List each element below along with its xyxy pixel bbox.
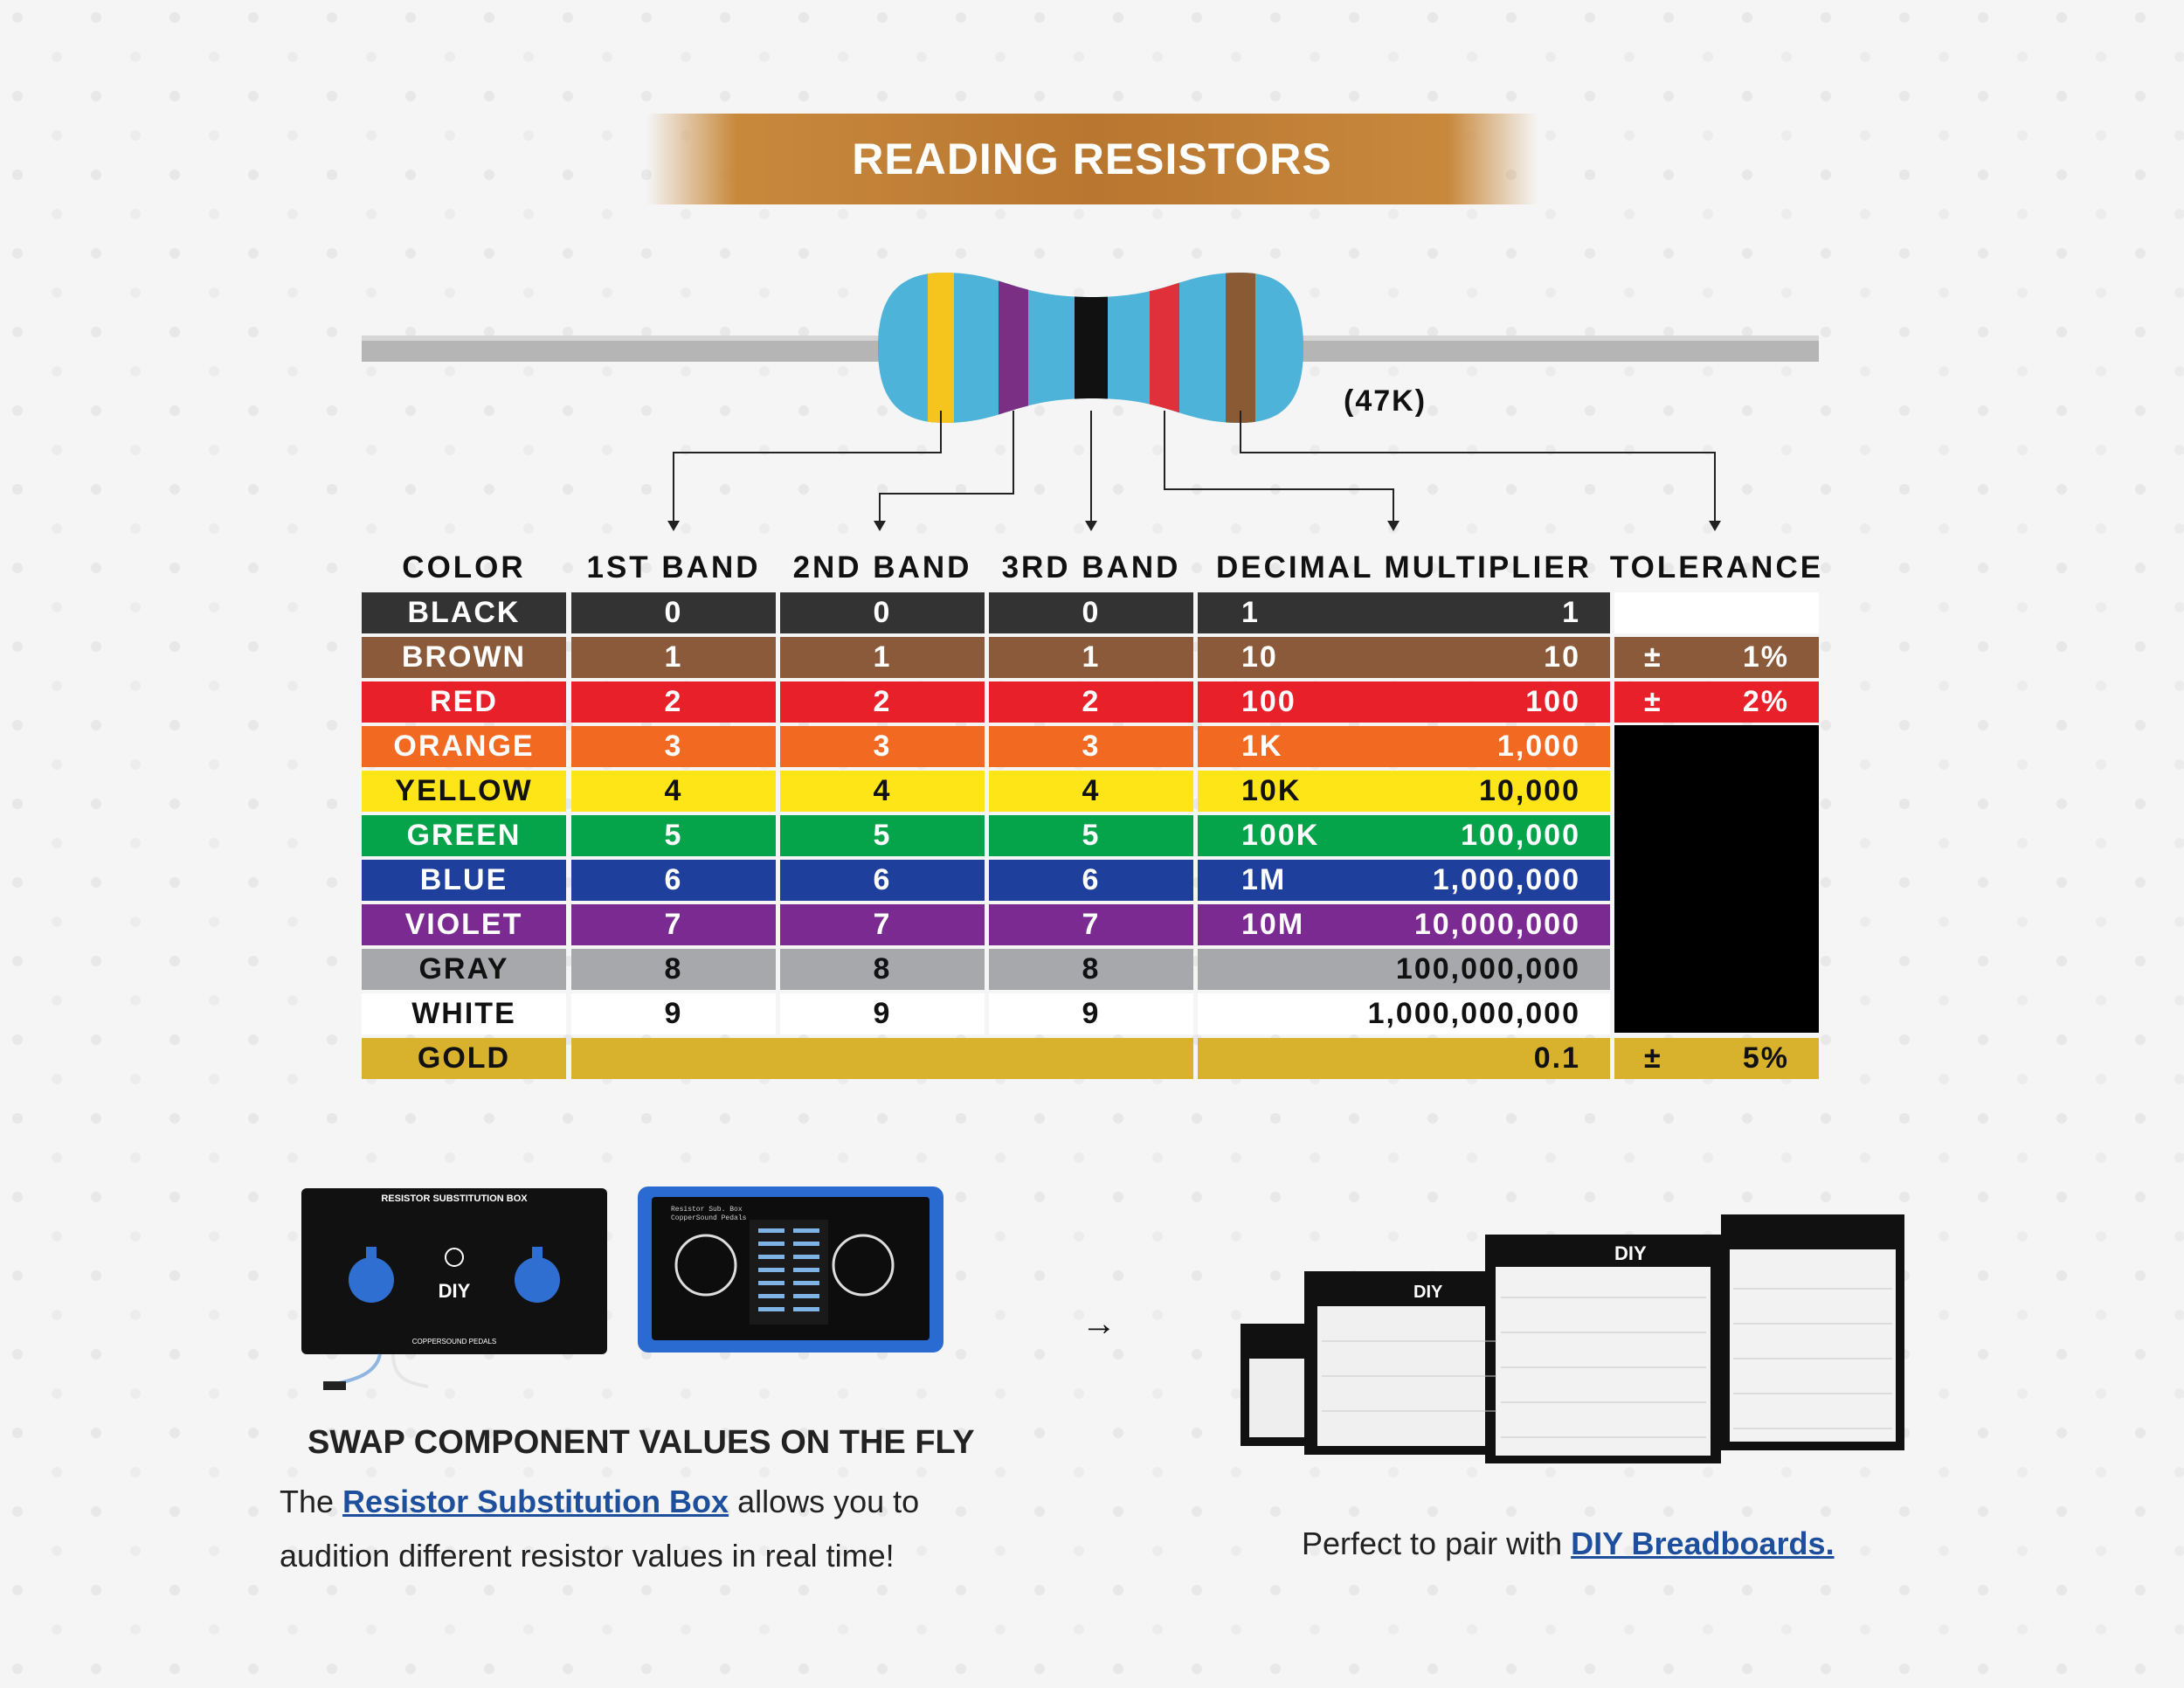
box1-title: RESISTOR SUBSTITUTION BOX (381, 1193, 528, 1204)
swap-heading: SWAP COMPONENT VALUES ON THE FLY (308, 1424, 975, 1461)
multiplier-cell (1198, 726, 1610, 767)
swap-line-1-pre: The (280, 1484, 343, 1519)
band-leader-lines (674, 411, 1715, 522)
band3-cell: 6 (989, 860, 1193, 901)
band3-cell: 3 (989, 726, 1193, 767)
tolerance-cell (1614, 1038, 1819, 1079)
color-name-cell: ORANGE (362, 726, 566, 767)
multiplier-cell (1198, 1038, 1610, 1079)
page-title: READING RESISTORS (852, 135, 1332, 183)
table-row (362, 904, 1819, 945)
header-tolerance: TOLERANCE (1609, 550, 1824, 585)
multiplier-cell (1198, 592, 1610, 633)
plus-minus-sign: ± (1644, 1041, 1662, 1075)
band3-cell: 1 (989, 637, 1193, 678)
band2-cell: 1 (780, 637, 985, 678)
band2-cell: 5 (780, 815, 985, 856)
band1-cell: 0 (571, 592, 776, 633)
multiplier-full: 0.1 (1533, 1041, 1580, 1075)
band2-cell: 2 (780, 681, 985, 723)
table-row (362, 592, 1819, 633)
arrow-heads (667, 521, 1721, 531)
tolerance-cell (1614, 637, 1819, 678)
pair-text: Perfect to pair with (1302, 1525, 1572, 1561)
tolerance-cell (1614, 592, 1819, 633)
multiplier-cell (1198, 949, 1610, 990)
color-name-cell: BROWN (362, 637, 566, 678)
table-row (362, 771, 1819, 812)
diy-breadboards-link[interactable]: DIY Breadboards. (1571, 1525, 1835, 1561)
resistor-illustration (0, 0, 2184, 559)
tolerance-value: 2% (1742, 685, 1789, 718)
pair-text-line (1302, 1525, 1835, 1562)
multiplier-cell (1198, 771, 1610, 812)
header-band1: 1ST BAND (586, 550, 761, 585)
band1-cell: 2 (571, 681, 776, 723)
band1-cell: 7 (571, 904, 776, 945)
multiplier-short: 100K (1241, 819, 1320, 852)
table-row (362, 726, 1819, 767)
multiplier-full: 10 (1544, 640, 1580, 674)
band2-cell: 7 (780, 904, 985, 945)
swap-line-2: audition different resistor values in real time! (280, 1538, 895, 1574)
table-row (362, 815, 1819, 856)
multiplier-short: 10 (1241, 640, 1278, 674)
swap-line-1 (280, 1484, 919, 1520)
swap-line-1-post: allows you to (729, 1484, 920, 1519)
multiplier-full: 1 (1562, 596, 1580, 629)
color-name-cell: VIOLET (362, 904, 566, 945)
band2-cell: 9 (780, 993, 985, 1034)
multiplier-short: 10M (1241, 908, 1305, 941)
header-color: COLOR (402, 550, 526, 585)
box1-brand: DIY (438, 1280, 471, 1302)
resistor-box-enclosure-image (636, 1185, 947, 1356)
color-name-cell: GREEN (362, 815, 566, 856)
table-row (362, 1038, 1819, 1079)
multiplier-full: 100,000 (1461, 819, 1580, 852)
table-row (362, 681, 1819, 723)
band3-cell: 8 (989, 949, 1193, 990)
table-row (362, 637, 1819, 678)
band1-cell: 1 (571, 637, 776, 678)
band1-cell: 4 (571, 771, 776, 812)
resistor-substitution-box-image (297, 1184, 620, 1398)
color-name-cell: BLUE (362, 860, 566, 901)
multiplier-short: 1K (1241, 730, 1283, 763)
multiplier-short: 100 (1241, 685, 1296, 718)
band1-cell: 6 (571, 860, 776, 901)
box2-title: Resistor Sub. Box (671, 1206, 743, 1214)
color-name-cell: BLACK (362, 592, 566, 633)
band1-cell: 8 (571, 949, 776, 990)
band1-cell: 3 (571, 726, 776, 767)
band3-cell: 9 (989, 993, 1193, 1034)
header-band3: 3RD BAND (1001, 550, 1181, 585)
diy-breadboards-image (1239, 1210, 1907, 1472)
plus-minus-sign: ± (1644, 640, 1662, 674)
breadboard-brand-2: DIY (1614, 1242, 1647, 1264)
multiplier-full: 1,000 (1496, 730, 1580, 763)
band1-cell: 5 (571, 815, 776, 856)
multiplier-full: 100,000,000 (1395, 952, 1580, 986)
multiplier-cell (1198, 993, 1610, 1034)
band3-cell: 7 (989, 904, 1193, 945)
band-empty-cell (571, 1038, 1193, 1079)
tolerance-value: 1% (1742, 640, 1789, 674)
multiplier-short: 10K (1241, 774, 1302, 807)
color-name-cell: GOLD (362, 1038, 566, 1079)
multiplier-cell (1198, 681, 1610, 723)
table-row (362, 993, 1819, 1034)
resistor-value-label: (47K) (1344, 384, 1427, 418)
multiplier-full: 1,000,000 (1432, 863, 1580, 896)
multiplier-full: 1,000,000,000 (1367, 997, 1580, 1030)
band2-cell: 4 (780, 771, 985, 812)
band2-cell: 6 (780, 860, 985, 901)
color-name-cell: YELLOW (362, 771, 566, 812)
tolerance-value: 5% (1742, 1041, 1789, 1075)
multiplier-cell (1198, 637, 1610, 678)
band3-cell: 5 (989, 815, 1193, 856)
multiplier-cell (1198, 904, 1610, 945)
breadboard-brand-1: DIY (1413, 1283, 1443, 1302)
multiplier-full: 10,000 (1479, 774, 1580, 807)
resistor-substitution-box-link[interactable]: Resistor Substitution Box (342, 1484, 729, 1519)
multiplier-short: 1M (1241, 863, 1287, 896)
band2-cell: 3 (780, 726, 985, 767)
color-name-cell: GRAY (362, 949, 566, 990)
header-band2: 2ND BAND (792, 550, 972, 585)
multiplier-short: 1 (1241, 596, 1260, 629)
multiplier-cell (1198, 860, 1610, 901)
table-row (362, 860, 1819, 901)
band1-cell: 9 (571, 993, 776, 1034)
header-multiplier: DECIMAL MULTIPLIER (1216, 550, 1592, 585)
color-name-cell: RED (362, 681, 566, 723)
multiplier-full: 100 (1525, 685, 1580, 718)
color-name-cell: WHITE (362, 993, 566, 1034)
table-row (362, 949, 1819, 990)
arrow-icon: → (1082, 1304, 1116, 1343)
band3-cell: 0 (989, 592, 1193, 633)
plus-minus-sign: ± (1644, 685, 1662, 718)
box1-footer: COPPERSOUND PEDALS (411, 1338, 497, 1346)
multiplier-full: 10,000,000 (1413, 908, 1580, 941)
band2-cell: 0 (780, 592, 985, 633)
band3-cell: 4 (989, 771, 1193, 812)
box2-subtitle: CopperSound Pedals (671, 1214, 747, 1222)
band2-cell: 8 (780, 949, 985, 990)
band3-cell: 2 (989, 681, 1193, 723)
multiplier-cell (1198, 815, 1610, 856)
tolerance-cell (1614, 681, 1819, 723)
